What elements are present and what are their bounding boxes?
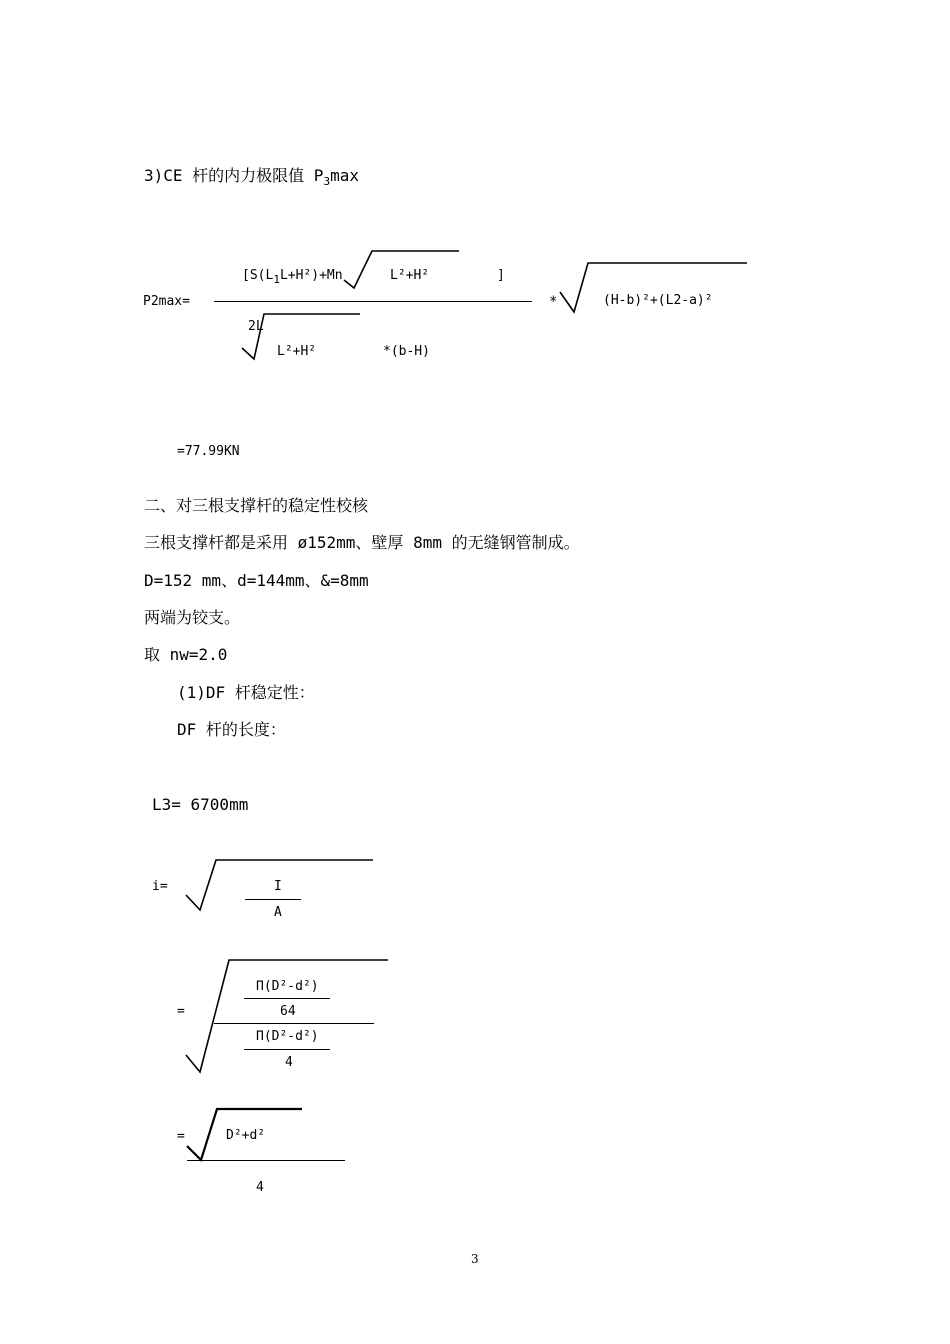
numerator-left: [$S(L_1L+H^2)+Mn$ — [242, 268, 343, 286]
fraction-denominator: 4 — [256, 1180, 264, 1195]
multiply-sign: * — [549, 294, 558, 310]
equals-sign: = — [177, 1004, 185, 1019]
equals-sign: = — [177, 1129, 185, 1144]
denominator-coef: 2L — [248, 319, 264, 334]
heading-text: 3)CE 杆的内力极限值 P — [144, 166, 324, 185]
denominator-mult: *(b-H) — [383, 344, 430, 359]
fraction-denominator: A — [274, 905, 282, 920]
paragraph-line: 取 nw=2.0 — [144, 645, 228, 664]
result-value: =77.99KN — [177, 444, 240, 459]
numerator-sqrt: L²+H² — [390, 268, 430, 283]
right-sqrt-content: (H-b)²+(L2-a)² — [603, 293, 713, 308]
paragraph-line: D=152 mm、d=144mm、&=8mm — [144, 571, 369, 590]
subsection-heading: (1)DF 杆稳定性： — [177, 683, 315, 702]
bottom-numerator: Π(D²-d²) — [256, 1029, 319, 1044]
main-fraction-bar — [214, 1023, 374, 1024]
fraction-numerator: I — [274, 879, 282, 894]
fraction-bar — [245, 899, 301, 900]
top-numerator: Π(D²-d²) — [256, 979, 319, 994]
fraction-bar — [214, 301, 532, 302]
top-denominator: 64 — [280, 1004, 296, 1019]
inner-fraction-bar — [244, 998, 330, 999]
radical-sign — [242, 313, 367, 368]
paragraph-line: 两端为铰支。 — [144, 608, 241, 627]
radical-sign — [560, 262, 750, 317]
sqrt-content: D²+d² — [226, 1128, 266, 1143]
section-two-heading: 二、对三根支撑杆的稳定性校核 — [144, 496, 369, 515]
heading-subscript: 3 — [323, 175, 331, 188]
formula-lhs: i= — [152, 879, 168, 894]
bottom-denominator: 4 — [285, 1055, 293, 1070]
inner-fraction-bar — [244, 1049, 330, 1050]
denominator-sqrt: L²+H² — [277, 344, 317, 359]
formula-lhs: P2max= — [143, 294, 190, 309]
section-3-heading — [144, 166, 359, 188]
page-number: 3 — [471, 1252, 479, 1266]
paragraph-line: 三根支撑杆都是采用 ø152mm、壁厚 8mm 的无缝钢管制成。 — [144, 533, 580, 552]
subsection-text: DF 杆的长度： — [177, 720, 286, 739]
fraction-bar — [187, 1160, 345, 1161]
heading-suffix: max — [330, 166, 359, 185]
numerator-close: ] — [497, 268, 505, 283]
length-value: L3= 6700mm — [152, 795, 249, 814]
